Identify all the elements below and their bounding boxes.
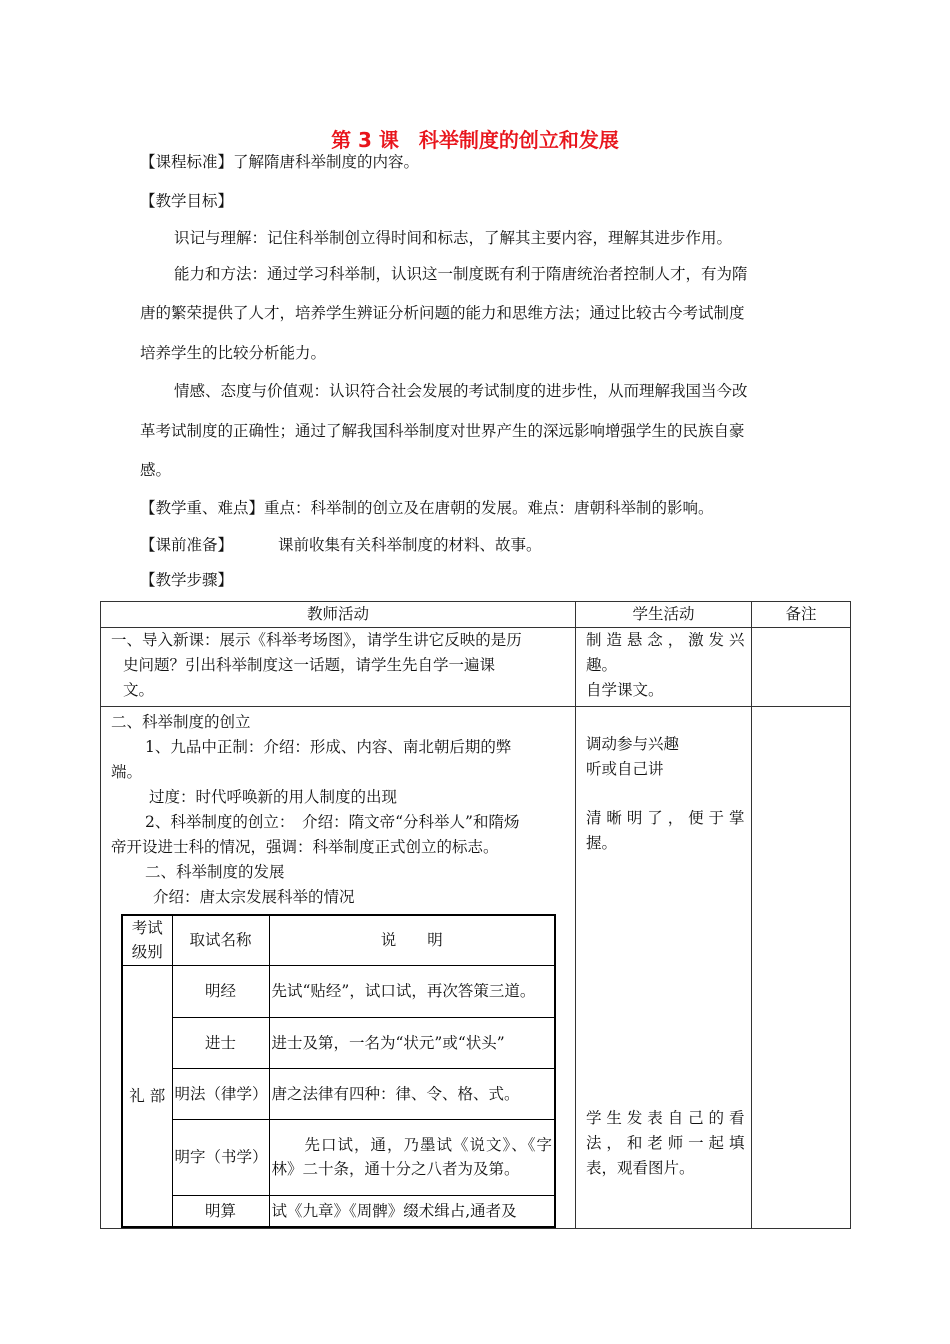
student-line2: 趣。 <box>586 656 618 674</box>
prep-label: 【课前准备】 <box>140 536 234 554</box>
intro-line2: 史问题？引出科举制度这一话题，请学生先自学一遍课 <box>123 656 496 674</box>
exam-desc-cell: 唐之法律有四种：律、令、格、式。 <box>269 1068 555 1119</box>
student-line: 听或自己讲 <box>586 760 664 778</box>
teacher-activity-cell <box>101 707 576 1229</box>
table-row <box>122 1068 555 1119</box>
exam-name-cell: 进士 <box>172 1017 269 1068</box>
nine-rank-line2: 端。 <box>111 763 143 781</box>
student-line: 学 生 发 表 自 己 的 看 <box>586 1109 745 1127</box>
exam-table <box>121 914 556 1228</box>
student-activity-cell <box>576 707 752 1229</box>
table-header-row <box>101 602 851 628</box>
goals-heading: 【教学目标】 <box>140 192 234 210</box>
student-line1: 制 造 悬 念 ， 激 发 兴 <box>586 631 745 649</box>
goal-knowledge: 识记与理解：记住科举制创立得时间和标志，了解其主要内容，理解其进步作用。 <box>174 229 733 247</box>
goal-ability-line3: 培养学生的比较分析能力。 <box>140 344 327 362</box>
intro-line1: 一、导入新课：展示《科举考场图》，请学生讲它反映的是历 <box>111 631 522 649</box>
table-row <box>122 1119 555 1195</box>
goal-emotion-line2: 革考试制度的正确性；通过了解我国科举制度对世界产生的深远影响增强学生的民族自豪 <box>140 422 745 440</box>
teacher-activity-cell <box>101 628 576 707</box>
exam-name-header: 取试名称 <box>172 915 269 965</box>
exam-table-header <box>122 915 555 965</box>
exam-name-cell: 明法（律学） <box>172 1068 269 1119</box>
course-standard: 【课程标准】了解隋唐科举制度的内容。 <box>140 153 420 171</box>
student-activity-cell <box>576 628 752 707</box>
exam-desc-cell: 试《九章》《周髀》缀术缉占,通者及 <box>269 1195 555 1227</box>
intro-line3: 文。 <box>123 681 155 699</box>
exam-level-cell: 礼 部 <box>122 965 172 1227</box>
steps-heading: 【教学步骤】 <box>140 571 234 589</box>
exam-desc-header: 说 明 <box>269 915 555 965</box>
goal-ability-line2: 唐的繁荣提供了人才，培养学生辨证分析问题的能力和思维方法；通过比较古今考试制度 <box>140 304 745 322</box>
notes-cell <box>752 628 851 707</box>
student-line: 表，观看图片。 <box>586 1159 695 1177</box>
section-development: 二、科举制度的发展 <box>145 863 285 881</box>
exam-desc-cell: 先口试，通，乃墨试《说文》、《字林》二十条，通十分之八者为及第。 <box>269 1119 555 1195</box>
student-line: 调动参与兴趣 <box>586 735 680 753</box>
section-founding: 二、科举制度的创立 <box>111 713 251 731</box>
header-notes: 备注 <box>752 602 851 628</box>
student-line: 握。 <box>586 834 618 852</box>
table-row <box>122 1017 555 1068</box>
exam-name-cell: 明算 <box>172 1195 269 1227</box>
student-line3: 自学课文。 <box>586 681 664 699</box>
goal-emotion-line3: 感。 <box>140 461 172 479</box>
table-row <box>122 1195 555 1227</box>
page-title: 第 3 课 科举制度的创立和发展 <box>331 128 619 152</box>
notes-cell <box>752 707 851 1229</box>
exam-name-cell: 明字（书学） <box>172 1119 269 1195</box>
nine-rank-line1: 1、九品中正制：介绍：形成、内容、南北朝后期的弊 <box>145 738 512 756</box>
prep-text: 课前收集有关科举制度的材料、故事。 <box>278 536 542 554</box>
exam-name-cell: 明经 <box>172 965 269 1017</box>
header-teacher-activity: 教师活动 <box>101 602 576 628</box>
development-intro: 介绍：唐太宗发展科举的情况 <box>153 888 355 906</box>
table-row <box>101 628 851 707</box>
founding-line1: 2、科举制度的创立： 介绍：隋文帝“分科举人”和隋炀 <box>145 813 520 831</box>
student-line: 法 ， 和 老 师 一 起 填 <box>586 1134 745 1152</box>
header-student-activity: 学生活动 <box>576 602 752 628</box>
student-line: 清 晰 明 了 ， 便 于 掌 <box>586 809 745 827</box>
exam-level-header: 考试级别 <box>122 915 172 965</box>
key-points: 【教学重、难点】重点：科举制的创立及在唐朝的发展。难点：唐朝科举制的影响。 <box>140 499 714 517</box>
exam-desc-cell: 先试“贴经”，试口试，再次答策三道。 <box>269 965 555 1017</box>
goal-ability-line1: 能力和方法：通过学习科举制，认识这一制度既有利于隋唐统治者控制人才，有为隋 <box>174 265 748 283</box>
founding-line2: 帝开设进士科的情况，强调：科举制度正式创立的标志。 <box>111 838 499 856</box>
transition-line: 过度：时代呼唤新的用人制度的出现 <box>149 788 398 806</box>
teaching-steps-table <box>100 601 851 1229</box>
exam-desc-cell: 进士及第，一名为“状元”或“状头” <box>269 1017 555 1068</box>
goal-emotion-line1: 情感、态度与价值观：认识符合社会发展的考试制度的进步性，从而理解我国当今改 <box>174 382 748 400</box>
table-row <box>101 707 851 1229</box>
table-row <box>122 965 555 1017</box>
